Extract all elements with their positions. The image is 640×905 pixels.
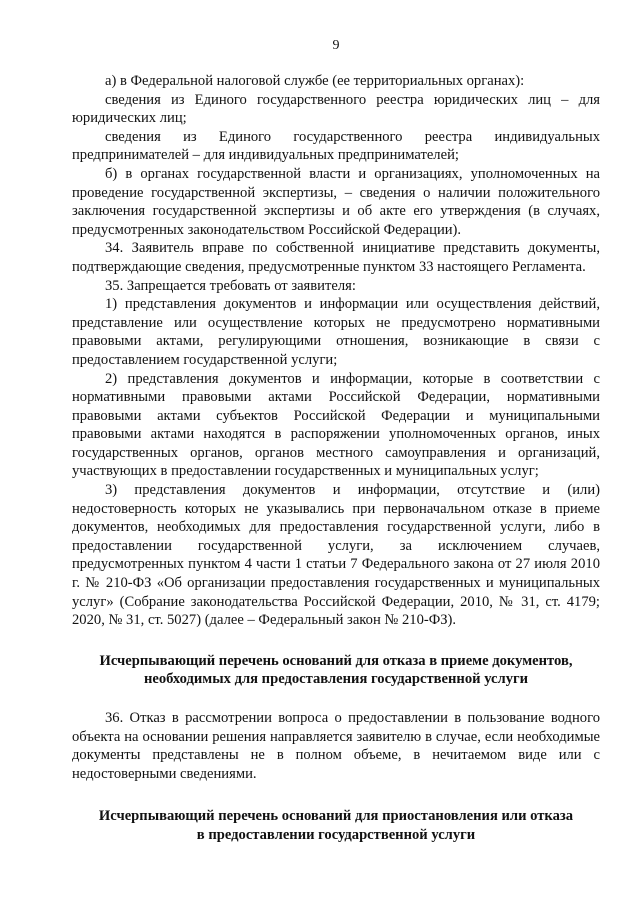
heading-line: Исчерпывающий перечень оснований для отказа в приеме документов,: [99, 652, 573, 669]
section-spacer: [72, 689, 600, 709]
document-body: [72, 72, 600, 845]
page-number: 9: [332, 38, 340, 53]
paragraph-fns: а) в Федеральной налоговой службе (ее территориальных органах):: [105, 73, 525, 89]
paragraph-35-3: 3) представления документов и информации, отсутствие и (или) недостоверность которых не указывались при первоначальном отказе в приеме документов, необходимых для предоставления государственной услуги, либо в предоставлении государственной услуги, за исключением случаев, предусмотренных пунктом 4 части 1 статьи 7 Федерального закона от 27 июля 2010 г. № 210-ФЗ «Об организации предоставления государственных и муниципальных услуг» (Собрание законодательства Российской Федерации, 2010, № 31, ст. 4179; 2020, № 31, ст. 5027) (далее – Федеральный закон № 210-ФЗ).: [72, 482, 600, 629]
section-spacer: [72, 630, 600, 652]
paragraph-expertise: б) в органах государственной власти и организациях, уполномоченных на проведение государственной экспертизы, – сведения о наличии положительного заключения государственной экспертизы и об акте его утверждения (в случаях, предусмотренных законодательством Российской Федерации).: [72, 165, 600, 238]
section-spacer: [72, 783, 600, 807]
section-heading-refusal-documents: [72, 652, 600, 689]
heading-line: необходимых для предоставления государственной услуги: [143, 671, 529, 688]
paragraph-35-1: 1) представления документов и информации или осуществления действий, представление или осуществление которых не предусмотрено нормативными правовыми актами, регулирующими отношения, возникающие в связи с предоставлением государственной услуги;: [72, 296, 600, 368]
paragraph-35: 35. Запрещается требовать от заявителя:: [105, 277, 356, 294]
paragraph-35-2: 2) представления документов и информации, которые в соответствии с нормативными правовыми актами Российской Федерации, нормативными правовыми актами субъектов Российской Федерации и муниципальными правовыми актами находятся в распоряжении уполномоченных органов, иных государственных органов, органов местного самоуправления и организаций, участвующих в предоставлении государственных и муниципальных услуг;: [72, 370, 600, 480]
section-heading-suspension: [72, 807, 600, 844]
heading-line: Исчерпывающий перечень оснований для приостановления или отказа: [98, 808, 574, 825]
heading-line: в предоставлении государственной услуги: [196, 826, 476, 843]
paragraph-egrul: сведения из Единого государственного реестра юридических лиц – для юридических лиц;: [72, 91, 600, 127]
paragraph-36: 36. Отказ в рассмотрении вопроса о предоставлении в пользование водного объекта на основании решения направляется заявителю в случае, если необходимые документы представлены не в полном объеме, в нечитаемом виде или с недостоверными сведениями.: [72, 710, 600, 782]
paragraph-34: 34. Заявитель вправе по собственной инициативе представить документы, подтверждающие сведения, предусмотренные пунктом 33 настоящего Регламента.: [72, 240, 600, 275]
paragraph-egrip: сведения из Единого государственного реестра индивидуальных предпринимателей – для индивидуальных предпринимателей;: [72, 128, 600, 164]
